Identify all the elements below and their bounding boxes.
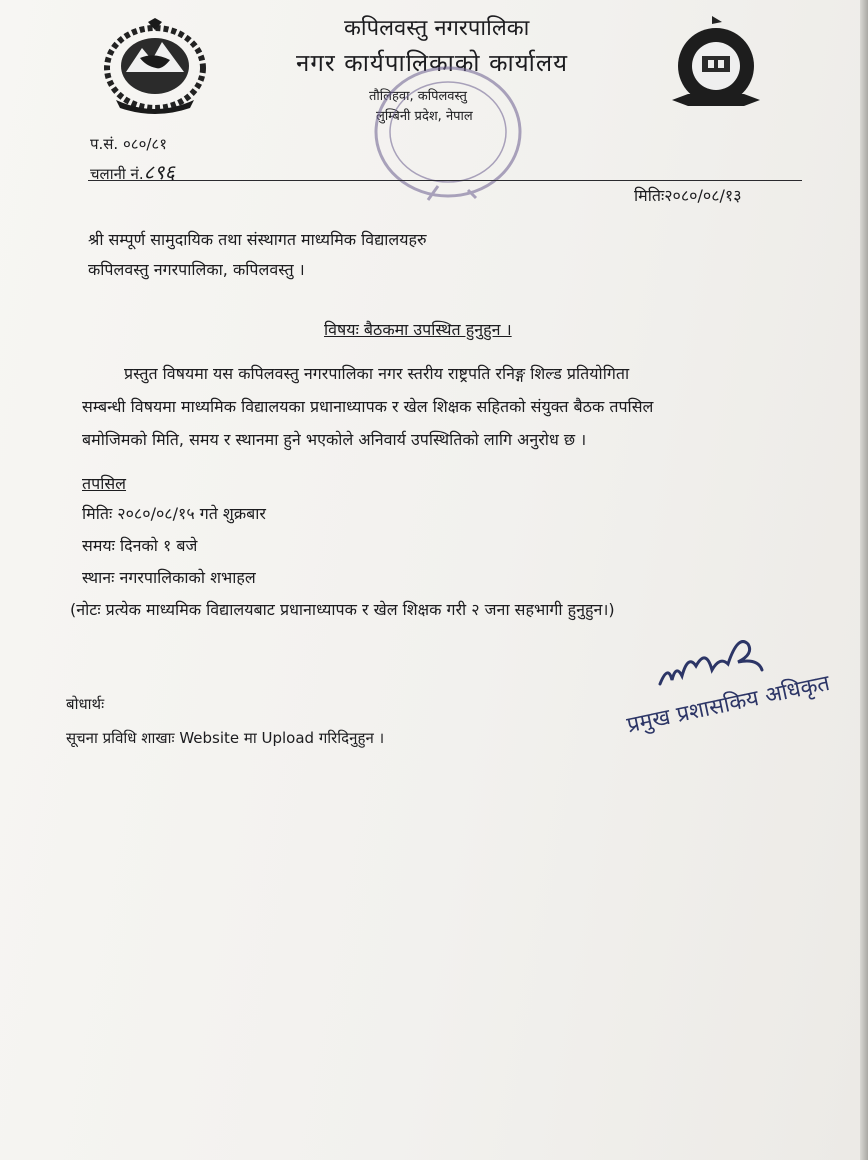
municipality-logo bbox=[668, 14, 766, 114]
dispatch-label: चलानी नं. bbox=[90, 165, 144, 183]
nepal-emblem-logo bbox=[98, 18, 212, 116]
details-place: स्थानः नगरपालिकाको शभाहल bbox=[82, 568, 256, 587]
cc-line: सूचना प्रविधि शाखाः Website मा Upload गरिदिनुहुन । bbox=[66, 729, 385, 747]
office-seal-stamp bbox=[368, 60, 528, 210]
recipient-line1: श्री सम्पूर्ण सामुदायिक तथा संस्थागत माध्यमिक विद्यालयहरु bbox=[88, 230, 427, 249]
details-heading: तपसिल bbox=[82, 474, 127, 493]
subject-line: विषयः बैठकमा उपस्थित हुनुहुन । bbox=[324, 320, 512, 339]
details-note: (नोटः प्रत्येक माध्यमिक विद्यालयबाट प्रधानाध्यापक र खेल शिक्षक गरी २ जना सहभागी हुनुहुन।) bbox=[70, 600, 615, 619]
org-name-line1: कपिलवस्तु नगरपालिका bbox=[344, 16, 530, 41]
header-divider bbox=[88, 180, 802, 181]
details-date: मितिः २०८०/०८/१५ गते शुक्रबार bbox=[82, 504, 266, 523]
letter-date: मितिः२०८०/०८/१३ bbox=[634, 186, 742, 205]
signatory-title: प्रमुख प्रशासकिय अधिकृत bbox=[624, 670, 833, 739]
body-line: बमोजिमको मिति, समय र स्थानमा हुने भएकोले अनिवार्य उपस्थितिको लागि अनुरोध छ । bbox=[82, 430, 587, 449]
page-edge-shadow bbox=[860, 0, 868, 1160]
address-line1: तौलिहवा, कपिलवस्तु bbox=[369, 89, 467, 104]
body-line: प्रस्तुत विषयमा यस कपिलवस्तु नगरपालिका नगर स्तरीय राष्ट्रपति रनिङ्ग शिल्ड प्रतियोगिता bbox=[124, 364, 630, 383]
address-line2: लुम्बिनी प्रदेश, नेपाल bbox=[376, 109, 473, 124]
org-name-line2: नगर कार्यपालिकाको कार्यालय bbox=[296, 49, 569, 77]
dispatch-value: ८९६ bbox=[143, 160, 175, 184]
recipient-line2: कपिलवस्तु नगरपालिका, कपिलवस्तु । bbox=[88, 260, 305, 279]
reference-number: प.सं. ०८०/८१ bbox=[90, 135, 168, 153]
cc-heading: बोधार्थः bbox=[66, 695, 105, 713]
body-line: सम्बन्धी विषयमा माध्यमिक विद्यालयका प्रधानाध्यापक र खेल शिक्षक सहितको संयुक्त बैठक तपसिल bbox=[82, 397, 654, 416]
details-time: समयः दिनको १ बजे bbox=[82, 536, 198, 555]
